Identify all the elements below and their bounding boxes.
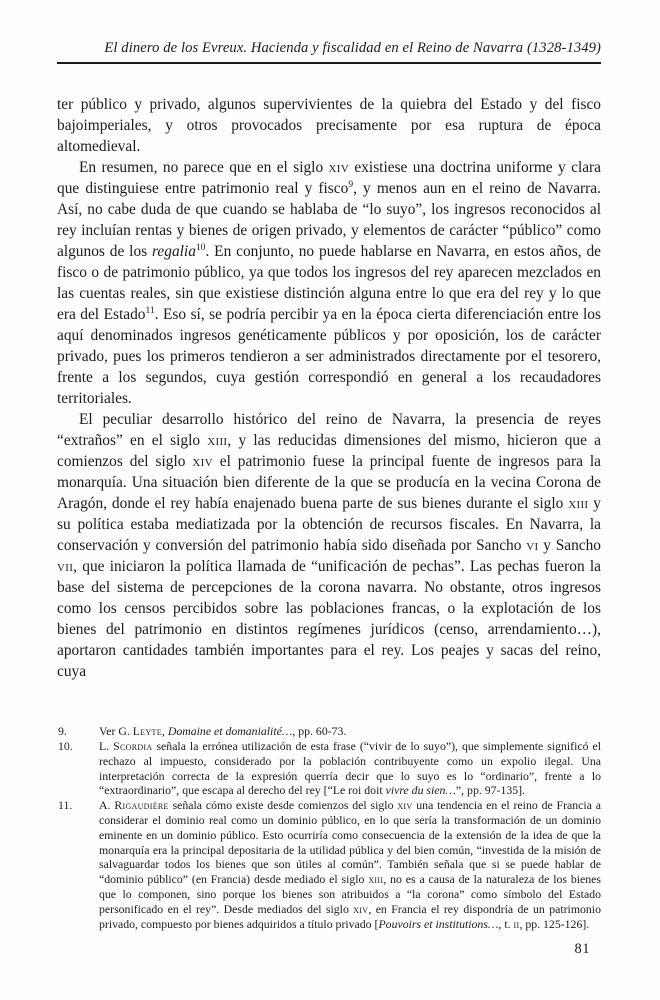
footnote	[57, 798, 601, 931]
footnote	[57, 724, 601, 739]
running-header	[57, 39, 601, 57]
footnote	[57, 739, 601, 798]
body-text	[57, 94, 601, 682]
footnote-number: 11.	[58, 798, 73, 813]
footnote-text: Ver G. Leyte, Domaine et domanialité…, pp. 60-73.	[99, 724, 347, 739]
footnotes	[57, 724, 601, 931]
footnote-number: 10.	[58, 739, 73, 754]
paragraph: En resumen, no parece que en el siglo xiv existiese una doctrina uniforme y clara que distinguiese entre patrimonio real y fisco$^9$, y menos aun en el reino de Navarra. Así, no cabe duda de que cuando se hablaba de “lo suyo”, los ingresos reconocidos al rey incluían rentas y bienes de origen privado, y elementos de carácter “público” como algunos de los regalia$^{10}$. En conjunto, no puede hablarse en Navarra, en estos años, de fisco o de patrimonio público, ya que todos los ingresos del rey aparecen mezclados en las cuentas reales, sin que existiese distinción alguna entre lo que era del rey y lo que era del Estado$^{11}$. Eso sí, se podría percibir ya en la época cierta diferenciación entre los aquí denominados ingresos genéticamente públicos y por oposición, los de carácter privado, pues los primeros tendieron a ser administrados directamente por el tesorero, frente a los segundos, cuya gestión correspondió en general a los recaudadores territoriales.	[57, 159, 602, 408]
footnote-text: L. Scordia señala la errónea utilización de esta frase (“vivir de lo suyo”), que simplemente significó el rechazo al impuesto, considerado por la población contribuyente como un expolio ilegal. Una interpretación correcta de la expresión querría decir que lo suyo es lo “ordinario”, frente a lo “extraordinario”, que escapa al derecho del rey [“Le roi doit vivre du sien…”, pp. 97-135].	[99, 739, 601, 798]
header-rule	[57, 62, 601, 64]
footnote-number: 9.	[58, 724, 67, 739]
page-content	[0, 39, 660, 931]
paragraph: ter público y privado, algunos supervivientes de la quiebra del Estado y del fisco bajoimperiales, y otros provocados precisamente por esa ruptura de época altomedieval.	[57, 96, 601, 156]
running-header-title: El dinero de los Evreux. Hacienda y fiscalidad en el Reino de Navarra (1328-1349)	[104, 40, 601, 56]
paragraph: El peculiar desarrollo histórico del reino de Navarra, la presencia de reyes “extraños” en el siglo xiii, y las reducidas dimensiones del mismo, hicieron que a comienzos del siglo xiv el patrimonio fuese la principal fuente de ingresos para la monarquía. Una situación bien diferente de la que se producía en la vecina Corona de Aragón, donde el rey había enajenado buena parte de sus bienes durante el siglo xiii y su política estaba mediatizada por la obtención de recursos fiscales. En Navarra, la conservación y conversión del patrimonio había sido diseñada por Sancho vi y Sancho vii, que iniciaron la política llamada de “unificación de pechas”. Las pechas fueron la base del sistema de percepciones de la corona navarra. No obstante, otros ingresos como los censos percibidos sobre las poblaciones francas, o la explotación de los bienes del patrimonio en distintos regímenes jurídicos (censo, arrendamiento…), aportaron cantidades también importantes para el rey. Los peajes y sacas del reino, cuya	[57, 411, 602, 681]
page-number: 81	[574, 941, 590, 957]
footnote-text: A. Rigaudière señala cómo existe desde comienzos del siglo xiv una tendencia en el reino de Francia a considerar el dominio real como un dominio público, en lo que sería la transformación de un dominio eminente en un dominio público. Esto ocurriría como consecuencia de la extensión de la idea de que la monarquía era la principal depositaria de la utilidad pública y del bien común, “investida de la misión de salvaguardar todos los bienes que son útiles al común”. También señala que si se puede hablar de “dominio público” (en Francia) desde mediado el siglo xiii, no es a causa de la naturaleza de los bienes que lo componen, sino porque los bienes son atribuidos a “la corona” como símbolo del Estado personificado en el rey”. Desde mediados del siglo xiv, en Francia el rey dispondría de un patrimonio privado, compuesto por bienes adquiridos a título privado [Pouvoirs et institutions…, t. ii, pp. 125-126].	[99, 798, 602, 931]
